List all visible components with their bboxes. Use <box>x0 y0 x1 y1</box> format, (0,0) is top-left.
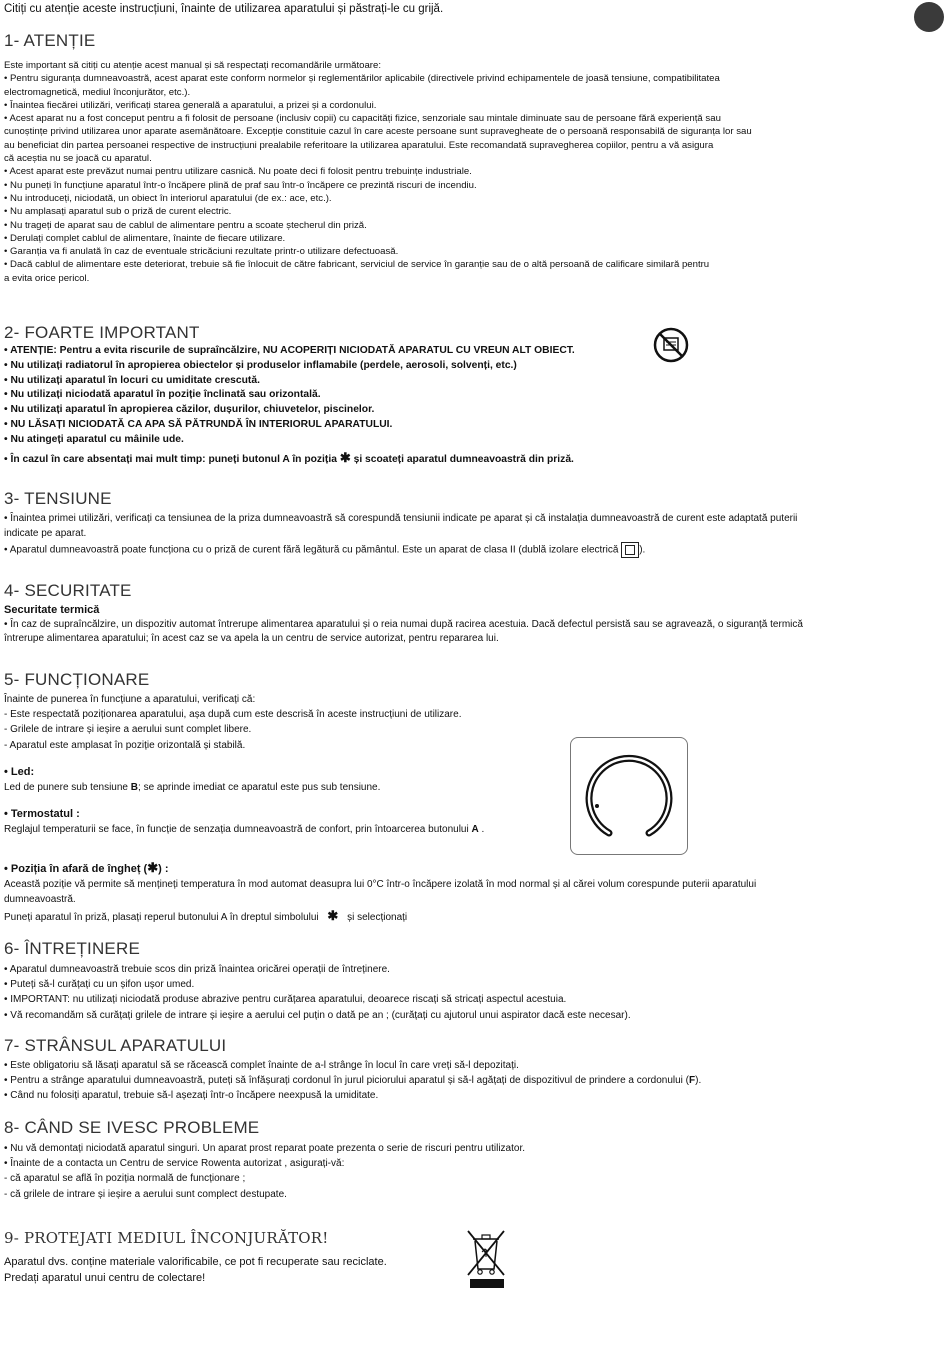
s4-subtitle: Securitate termică <box>4 604 100 616</box>
s1-line: a evita orice pericol. <box>4 272 90 284</box>
s7-line: • Când nu folosiți aparatul, trebuie să-l așezați într-o încăpere neexpusă la umiditate. <box>4 1090 379 1102</box>
frost-asterisk-icon: ✱ <box>147 860 159 875</box>
s1-line: • Pentru siguranța dumneavoastră, acest aparat este conform normelor și reglementărilor aplicabile (directivele privind echipamentele de joasă tensiune, compatibilitatea <box>4 73 720 85</box>
s5-led-symbol: B <box>130 782 139 794</box>
s5-frost-title-a: • Poziția în afară de îngheț ( <box>4 863 148 875</box>
s6-line: • IMPORTANT: nu utilizați niciodată produse abrazive pentru curățarea aparatului, deoarece riscați să stricați aspectul acestuia. <box>4 994 567 1006</box>
s7-cord-symbol: F <box>689 1075 696 1087</box>
section-9-body <box>4 1254 454 1286</box>
page-marker-dot-icon <box>914 2 944 32</box>
s7-line: • Este obligatoriu să lăsați aparatul să se răcească complet înainte de a-l strânge în locul în care vreți să-l depozitați. <box>4 1060 519 1071</box>
section-9-title: 9- PROTEJATI MEDIUL ÎNCONJURĂTOR! <box>4 1229 329 1247</box>
s5-frost-line: dumneavoastră. <box>4 894 76 906</box>
s5-line: Înainte de punerea în funcțiune a aparatului, verificați că: <box>4 694 256 705</box>
section-5-body <box>4 692 564 838</box>
section-3-body <box>4 512 916 558</box>
s5-frost-text-a: Puneți aparatul în priză, plasați reperul butonului A în dreptul simbolului <box>4 911 319 923</box>
frost-asterisk-icon: ✱ <box>339 449 351 465</box>
s5-led-text-b: ; se aprinde imediat ce aparatul este pus sub tensiune. <box>138 782 381 794</box>
s2-line: • Nu utilizați radiatorul în apropierea obiectelor și produselor inflamabile (perdele, aerosoli, solvenți, etc.) <box>4 359 517 371</box>
section-8-body <box>4 1141 916 1202</box>
section-1-title: 1- ATENȚIE <box>4 31 96 50</box>
frost-asterisk-icon: ✱ <box>327 907 339 923</box>
s5-frost-title-b: ) : <box>158 863 169 875</box>
s5-line: - Este respectată poziționarea aparatului, așa după cum este descrisă în aceste instrucțiuni de utilizare. <box>4 709 462 721</box>
s6-line: • Vă recomandăm să curățați grilele de intrare și ieșire a aerului cel puțin o dată pe an ; (curățați cu ajutorul unui aspirator dacă este necesar). <box>4 1009 631 1021</box>
s8-line: - că aparatul se află în poziția normală de funcționare ; <box>4 1173 246 1185</box>
s1-line: Este important să citiți cu atenție acest manual și să respectați recomandările următoare: <box>4 60 381 71</box>
s1-line: • Nu amplasați aparatul sub o priză de curent electric. <box>4 206 232 218</box>
s3-line: indicate pe aparat. <box>4 527 87 539</box>
s2-line: • Nu utilizați niciodată aparatul în poziție înclinată sau orizontală. <box>4 389 321 401</box>
section-2-body <box>4 344 916 467</box>
s2-absence-text-b: și scoateți aparatul dumneavoastră din priză. <box>353 453 574 465</box>
s3-class-line <box>4 542 916 558</box>
s5-thermo-title: • Termostatul : <box>4 808 80 821</box>
section-7-title: 7- STRÂNSUL APARATULUI <box>4 1036 227 1055</box>
s7-cord-text-a: • Pentru a strânge aparatului dumneavoastră, puteți să înfășurați cordonul în jurul piciorului aparatul și să-l agățați de dispozitivul de prindere a cordonului ( <box>4 1075 690 1087</box>
s3-line: • Înaintea primei utilizări, verificați ca tensiunea de la priza dumneavoastră să corespundă tensiunii indicate pe aparat și că instalația dumneavoastră de curent este adaptată puterii <box>4 513 798 524</box>
crossed-out-wheelie-bin-icon <box>465 1228 507 1290</box>
s1-line: cunoștințe privind utilizarea unor aparate asemănătoare. Excepție constituie cazul în care aceste persoane sunt supravegheate de o persoană responsabilă de siguranța lor sau <box>4 126 752 138</box>
section-4-title: 4- SECURITATE <box>4 581 132 600</box>
s5-frost-line: Această poziție vă permite să mențineți temperatura în mod automat deasupra lui 0°C într-o încăpere izolată în mod normal și al cărei volum corespunde puterii aparatului <box>4 879 757 891</box>
s4-line: • În caz de supraîncălzire, un dispozitiv automat întrerupe alimentarea aparatului și o reia numai după racirea acestuia. Dacă defectul persistă sau se agravează, o siguranță termică <box>4 618 803 630</box>
s2-line: • Nu utilizați aparatul în apropierea căzilor, dușurilor, chiuvetelor, piscinelor. <box>4 404 375 416</box>
section-5-title: 5- FUNCȚIONARE <box>4 670 150 689</box>
s2-line: • ATENȚIE: Pentru a evita riscurile de supraîncălzire, NU ACOPERIȚI NICIODATĂ APARATUL CU VREUN ALT OBIECT. <box>4 345 575 356</box>
s5-frost-select-line <box>4 908 916 925</box>
s5-led-text-a: Led de punere sub tensiune <box>4 782 128 794</box>
section-6-title: 6- ÎNTREȚINERE <box>4 939 140 958</box>
s4-line: întrerupe alimentarea aparatului; în acest caz se va apela la un centru de service autorizat, pentru repararea lui. <box>4 633 499 644</box>
s5-led-line <box>4 780 564 795</box>
section-6-body <box>4 962 916 1023</box>
s6-line: • Puteți să-l curățați cu un șifon ușor umed. <box>4 979 195 991</box>
s5-line: - Aparatul este amplasat în poziție orizontală și stabilă. <box>4 739 246 751</box>
s2-absence-line <box>4 451 916 468</box>
temperature-knob-icon <box>570 737 688 855</box>
s5-thermo-text-a: Reglajul temperaturii se face, în funcție de senzația dumneavoastră de confort, prin întoarcerea butonului <box>4 824 469 836</box>
s8-line: • Înainte de a contacta un Centru de service Rowenta autorizat , asigurați-vă: <box>4 1158 345 1170</box>
section-3-title: 3- TENSIUNE <box>4 489 112 508</box>
s2-line: • Nu utilizați aparatul în locuri cu umiditate crescută. <box>4 374 260 386</box>
s6-line: • Aparatul dumneavoastră trebuie scos din priză înaintea oricărei operații de întreținere. <box>4 964 390 975</box>
section-2-title: 2- FOARTE IMPORTANT <box>4 323 200 342</box>
s5-led-title: • Led: <box>4 765 35 778</box>
section-5-frost <box>4 860 916 925</box>
intro-notice: Citiți cu atenție aceste instrucțiuni, înainte de utilizarea aparatului și păstrați-le cu grijă. <box>4 3 444 15</box>
section-8-title: 8- CÂND SE IVESC PROBLEME <box>4 1118 260 1137</box>
s5-thermo-text-b: . <box>481 824 485 836</box>
s1-line: că aceștia nu se joacă cu aparatul. <box>4 153 152 165</box>
double-insulation-icon <box>621 542 639 558</box>
s8-line: - că grilele de intrare și ieșire a aerului sunt complect destupate. <box>4 1188 287 1200</box>
s5-thermo-line <box>4 822 564 837</box>
s1-line: • Nu puneți în funcțiune aparatul într-o încăpere plină de praf sau într-o încăpere ce prezintă riscuri de incendiu. <box>4 179 477 191</box>
s1-line: • Acest aparat nu a fost conceput pentru a fi folosit de persoane (inclusiv copii) cu capacități fizice, senzoriale sau mintale diminuate sau de persoane fără experiență sau <box>4 113 721 125</box>
s1-line: • Înaintea fiecărei utilizări, verificați starea generală a aparatului, a prizei și a cordonului. <box>4 99 377 111</box>
s7-cord-text-b: ). <box>695 1075 702 1087</box>
s1-line: • Nu introduceți, niciodată, un obiect în interiorul aparatului (de ex.: ace, etc.). <box>4 192 332 204</box>
s2-line: • Nu atingeți aparatul cu mâinile ude. <box>4 433 184 445</box>
s1-line: electromagnetică, mediul înconjurător, etc.). <box>4 86 191 98</box>
s8-line: • Nu vă demontați niciodată aparatul singuri. Un aparat prost reparat poate prezenta o serie de riscuri pentru utilizator. <box>4 1143 526 1154</box>
s1-line: • Garanția va fi anulată în caz de eventuale stricăciuni rezultate printr-o utilizare defectuoasă. <box>4 246 399 258</box>
section-4-body <box>4 603 916 647</box>
s3-class-text-a: • Aparatul dumneavoastră poate funcționa cu o priză de curent fără legătură cu pământul. Este un aparat de clasa II (dublă izolare electrică <box>4 544 619 556</box>
s2-absence-text-a: • În cazul în care absentați mai mult timp: puneți butonul A în poziția <box>4 453 337 465</box>
s3-class-text-b: ). <box>639 544 646 556</box>
s1-line: • Acest aparat este prevăzut numai pentru utilizare casnică. Nu poate deci fi folosit pentru trebuințe industriale. <box>4 166 472 178</box>
s1-line: • Dacă cablul de alimentare este deteriorat, trebuie să fie înlocuit de către fabricant, serviciul de service în garanție sau de o altă persoană de calificare similară pentru <box>4 259 710 271</box>
s1-line: au beneficiat din partea persoanei respective de instrucțiuni prealabile referitoare la utilizarea aparatului. Este recomandată supravegherea copiilor, pentru a vă asigura <box>4 139 714 151</box>
section-7-body <box>4 1058 916 1104</box>
s5-thermo-symbol: A <box>471 824 479 836</box>
s7-cord-line <box>4 1073 916 1088</box>
s1-line: • Derulați complet cablul de alimentare, înainte de fiecare utilizare. <box>4 232 286 244</box>
s5-frost-title <box>4 860 916 877</box>
s1-line: • Nu trageți de aparat sau de cablul de alimentare pentru a scoate ștecherul din priză. <box>4 219 367 231</box>
s9-line: Predați aparatul unui centru de colectare! <box>4 1272 206 1284</box>
section-1-body <box>4 59 916 285</box>
s9-line: Aparatul dvs. conține materiale valorificabile, ce pot fi recuperate sau reciclate. <box>4 1256 387 1268</box>
s5-frost-text-b: și selecționați <box>347 911 408 923</box>
s2-line: • NU LĂSAȚI NICIODATĂ CA APA SĂ PĂTRUNDĂ ÎN INTERIORUL APARATULUI. <box>4 418 393 430</box>
s5-line: - Grilele de intrare și ieșire a aerului sunt complet libere. <box>4 724 252 736</box>
